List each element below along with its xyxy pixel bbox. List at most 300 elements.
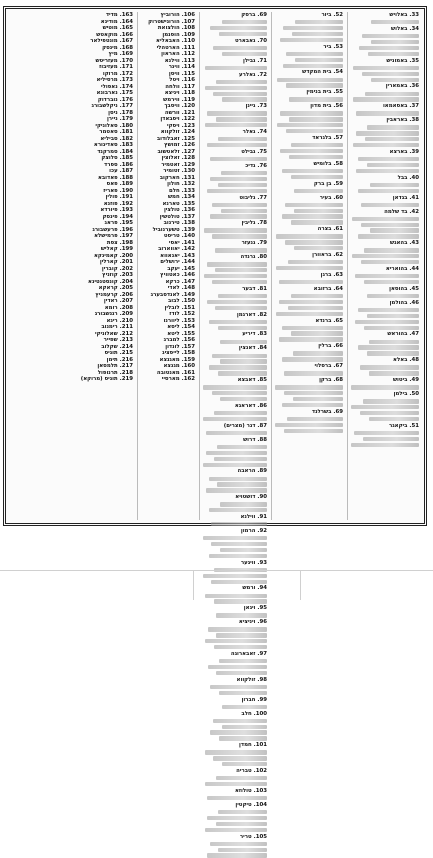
entry-headword: לבוב xyxy=(167,298,180,304)
entry-number: 166. xyxy=(119,31,133,38)
text-line xyxy=(211,580,267,584)
text-line xyxy=(288,306,343,310)
entry-number: 154. xyxy=(181,324,195,330)
index-entry xyxy=(350,286,419,293)
entry-headword: ברזובא xyxy=(313,285,332,292)
entry-headword: ויסקי xyxy=(167,122,180,129)
text-line xyxy=(215,268,267,272)
text-line xyxy=(280,149,343,153)
text-line xyxy=(291,331,343,335)
text-line xyxy=(209,508,268,512)
entry-headword: דאנצין xyxy=(238,345,256,352)
entry-number: 207. xyxy=(119,298,133,304)
text-line xyxy=(277,123,343,127)
index-entry xyxy=(202,254,267,261)
index-entry xyxy=(350,175,419,182)
entry-headword: זולקווא xyxy=(236,676,256,683)
entry-number: 60. xyxy=(333,194,343,201)
entry-number: 170. xyxy=(119,57,133,64)
text-line xyxy=(212,234,267,238)
text-line xyxy=(289,97,344,101)
scan-line-vertical-1 xyxy=(193,570,194,600)
entry-headword: גנעזר xyxy=(241,240,256,247)
text-line xyxy=(362,72,419,76)
entry-headword: ווינר xyxy=(168,64,180,70)
text-line xyxy=(361,223,419,227)
entry-number: 73. xyxy=(257,103,267,110)
entry-headword: בשרלנד xyxy=(311,408,332,415)
entry-number: 72. xyxy=(257,71,267,78)
entry-headword: בהואריא xyxy=(385,265,408,272)
entry-headword: ויגאן xyxy=(243,605,256,612)
entry-number: 39. xyxy=(409,148,419,155)
text-line xyxy=(212,280,267,284)
text-line xyxy=(203,463,267,467)
text-line xyxy=(211,542,267,546)
entry-number: 174. xyxy=(119,83,133,90)
entry-headword: ריגא xyxy=(106,317,118,324)
entry-headword: באסאמאו xyxy=(382,103,408,110)
entry-number: 160. xyxy=(181,363,195,369)
entry-headword: דיריע xyxy=(242,331,256,338)
entry-headword: רימנוב xyxy=(101,324,118,330)
entry-headword: ביור xyxy=(321,12,332,18)
index-entry xyxy=(274,44,343,51)
text-line xyxy=(210,26,267,30)
entry-headword: טיקטין xyxy=(235,801,252,808)
entry-number: 118. xyxy=(181,90,195,96)
entry-number: 69. xyxy=(257,12,267,18)
entry-number: 131. xyxy=(181,174,195,181)
entry-headword: תלמסאן xyxy=(97,363,118,369)
entry-number: 85. xyxy=(257,377,267,384)
entry-headword: ברסק xyxy=(241,12,256,18)
entry-number: 82. xyxy=(257,311,267,318)
entry-headword: חמש xyxy=(167,194,180,200)
text-line xyxy=(218,294,267,298)
text-line xyxy=(220,548,267,552)
text-line xyxy=(356,111,419,115)
text-line xyxy=(208,627,267,631)
text-line xyxy=(291,175,343,179)
entry-headword: פאדובא xyxy=(97,174,118,181)
entry-number: 189. xyxy=(119,181,133,187)
index-entry xyxy=(350,377,419,384)
entry-headword: יאסי xyxy=(168,239,180,246)
text-line xyxy=(292,32,343,36)
text-line xyxy=(277,78,343,82)
entry-headword: חלם xyxy=(168,187,180,194)
entry-number: 96. xyxy=(257,619,267,626)
entry-headword: דגר (מצרים) xyxy=(223,422,256,429)
entry-headword: פאס xyxy=(106,181,118,187)
entry-headword: טולצין xyxy=(163,207,180,213)
entry-number: 63. xyxy=(333,271,343,278)
entry-headword: באמוניש xyxy=(386,57,408,64)
text-line xyxy=(359,46,419,50)
index-entry xyxy=(202,403,267,410)
entry-number: 151. xyxy=(181,304,195,311)
entry-headword: מדיד xyxy=(105,12,118,18)
text-line xyxy=(286,52,343,56)
entry-headword: בית בנימין xyxy=(306,89,332,96)
entry-headword: גליבין xyxy=(241,220,256,227)
entry-headword: טולטשין xyxy=(159,213,180,220)
entry-headword: הרמון xyxy=(240,528,256,535)
entry-number: 127. xyxy=(181,148,195,155)
entry-number: 148. xyxy=(181,285,195,291)
text-line xyxy=(351,405,419,409)
entry-headword: סאטמר xyxy=(99,129,118,135)
index-entry xyxy=(350,357,419,364)
text-line xyxy=(358,234,419,238)
text-line xyxy=(216,613,267,617)
entry-headword: לונדון xyxy=(165,343,180,350)
index-entry xyxy=(202,195,267,202)
entry-headword: תוניס (מרוקא) xyxy=(80,376,118,382)
text-line xyxy=(291,294,343,298)
entry-number: 112. xyxy=(181,51,195,57)
entry-headword: הופנמן xyxy=(162,31,180,38)
entry-number: 137. xyxy=(181,213,195,220)
entry-number: 188. xyxy=(119,174,133,181)
entry-number: 52. xyxy=(333,12,343,18)
entry-number: 50. xyxy=(409,391,419,398)
text-line xyxy=(212,203,267,207)
text-line xyxy=(288,260,343,264)
index-entry xyxy=(274,135,343,142)
text-line xyxy=(203,385,267,389)
entry-number: 33. xyxy=(409,12,419,18)
text-line xyxy=(275,423,343,427)
entry-number: 167. xyxy=(119,38,133,44)
index-entry xyxy=(202,58,267,65)
index-entry xyxy=(274,181,343,188)
entry-headword: ויניצא xyxy=(164,90,180,96)
entry-number: 48. xyxy=(409,357,419,364)
text-line xyxy=(219,32,267,36)
column-5 xyxy=(69,12,135,520)
text-line xyxy=(218,326,267,330)
entry-headword: הראבה xyxy=(237,468,256,475)
text-line xyxy=(370,183,419,187)
text-line xyxy=(370,228,419,232)
index-entry xyxy=(202,149,267,156)
text-line xyxy=(219,659,267,663)
entry-headword: רומא xyxy=(104,304,118,311)
entry-number: 110. xyxy=(181,38,195,44)
entry-number: 105. xyxy=(253,833,267,840)
entry-number: 169. xyxy=(119,51,133,57)
entry-headword: דרוש xyxy=(243,436,256,443)
entry-number: 172. xyxy=(119,70,133,77)
entry-headword: סלוצק xyxy=(101,155,118,161)
index-entry xyxy=(350,240,419,247)
entry-number: 117. xyxy=(181,83,195,90)
entry-headword: קראקא xyxy=(98,285,118,291)
entry-headword: זולקווא xyxy=(160,129,180,135)
text-line xyxy=(212,391,267,395)
text-line xyxy=(207,189,267,193)
entry-number: 62. xyxy=(333,251,343,258)
entry-number: 47. xyxy=(409,331,419,338)
text-line xyxy=(286,83,343,87)
index-entry xyxy=(202,240,267,247)
entry-headword: תימן xyxy=(106,356,118,363)
entry-number: 113. xyxy=(181,57,195,64)
entry-number: 152. xyxy=(181,311,195,317)
entry-headword: קאליש xyxy=(100,246,118,252)
entry-headword: פרמישלא xyxy=(94,233,118,239)
entry-number: 175. xyxy=(119,90,133,96)
entry-headword: פוזנא xyxy=(103,200,118,207)
entry-headword: למברג xyxy=(163,337,180,343)
entry-headword: קונסטנטינא xyxy=(88,278,118,285)
entry-headword: ניסן xyxy=(108,109,118,116)
column-3 xyxy=(199,12,269,840)
text-line xyxy=(365,137,420,141)
entry-headword: הורוביץ xyxy=(160,12,180,18)
entry-number: 180. xyxy=(119,122,133,129)
entry-number: 133. xyxy=(181,187,195,194)
text-line xyxy=(351,385,419,389)
entry-number: 45. xyxy=(409,285,419,292)
entry-headword: שפייר xyxy=(103,337,118,343)
entry-headword: ראדין xyxy=(103,298,118,304)
text-line xyxy=(222,52,268,56)
text-line xyxy=(284,391,343,395)
entry-headword: ספרד xyxy=(104,161,118,168)
entry-number: 69. xyxy=(333,408,343,415)
entry-number: 134. xyxy=(181,194,195,200)
entry-number: 93. xyxy=(257,559,267,566)
text-line xyxy=(367,294,419,298)
text-line xyxy=(216,117,267,121)
entry-headword: עכו xyxy=(109,168,118,174)
entry-number: 57. xyxy=(333,134,343,141)
entry-number: 107. xyxy=(181,18,195,25)
entry-headword: סאלוניקי xyxy=(95,122,118,129)
entry-headword: גאלרע xyxy=(238,71,256,78)
entry-number: 185. xyxy=(119,155,133,161)
index-entry xyxy=(350,331,419,338)
index-entry xyxy=(202,768,267,775)
entry-number: 140. xyxy=(181,233,195,239)
entry-headword: בלגראד xyxy=(312,134,332,141)
entry-headword: ביטוש xyxy=(392,377,408,384)
entry-number: 66. xyxy=(333,343,343,350)
text-line xyxy=(221,209,267,213)
entry-headword: קארלין xyxy=(99,259,118,265)
entry-number: 199. xyxy=(119,246,133,252)
text-line xyxy=(360,411,419,415)
text-line xyxy=(219,691,267,695)
text-line xyxy=(276,234,343,238)
entry-number: 149. xyxy=(181,291,195,298)
entry-headword: סמרקנד xyxy=(97,148,118,155)
index-entry xyxy=(202,220,267,227)
index-entry xyxy=(140,376,195,383)
entry-number: 38. xyxy=(409,117,419,124)
entry-number: 159. xyxy=(181,356,195,363)
entry-number: 100. xyxy=(253,710,267,717)
index-entry xyxy=(350,12,419,19)
entry-number: 99. xyxy=(257,696,267,703)
index-entry xyxy=(350,209,419,216)
entry-headword: דאבצא xyxy=(237,377,256,384)
index-entry xyxy=(202,677,267,684)
entry-headword: גרנדה xyxy=(240,254,256,261)
entry-number: 206. xyxy=(119,291,133,298)
entry-headword: צפת xyxy=(106,239,118,246)
text-line xyxy=(371,20,419,24)
text-line xyxy=(358,157,419,161)
entry-number: 187. xyxy=(119,168,133,174)
entry-number: 111. xyxy=(181,44,195,51)
entry-number: 36. xyxy=(409,83,419,90)
entry-headword: ברקן xyxy=(319,377,332,384)
text-line xyxy=(293,397,343,401)
entry-headword: מגנצא xyxy=(163,363,180,369)
entry-number: 65. xyxy=(333,317,343,324)
text-line xyxy=(217,482,267,486)
text-line xyxy=(276,266,343,270)
entry-headword: מאנטובה xyxy=(156,369,180,376)
text-line xyxy=(213,92,267,96)
entry-number: 130. xyxy=(181,168,195,174)
index-entry xyxy=(274,103,343,110)
entry-number: 49. xyxy=(409,377,419,384)
entry-headword: פרעשבורג xyxy=(92,226,118,233)
entry-number: 74. xyxy=(257,129,267,136)
text-line xyxy=(369,417,419,421)
entry-number: 191. xyxy=(119,194,133,200)
text-line xyxy=(211,522,267,526)
entry-headword: גבילן xyxy=(243,57,256,64)
entry-number: 108. xyxy=(181,25,195,31)
entry-headword: חולון xyxy=(167,181,180,187)
entry-number: 171. xyxy=(119,64,133,70)
entry-number: 90. xyxy=(257,494,267,501)
entry-number: 51. xyxy=(409,422,419,429)
entry-number: 215. xyxy=(119,350,133,356)
text-line xyxy=(213,719,267,723)
entry-headword: וולחה xyxy=(165,83,180,90)
text-line xyxy=(205,66,267,70)
text-line xyxy=(294,189,343,193)
text-line xyxy=(358,189,419,193)
entry-headword: ליוורנו xyxy=(163,317,180,324)
index-entry xyxy=(350,83,419,90)
text-line xyxy=(356,131,419,135)
text-line xyxy=(289,155,344,159)
entry-number: 126. xyxy=(181,142,195,148)
entry-number: 41. xyxy=(409,194,419,201)
text-line xyxy=(361,203,419,207)
text-line xyxy=(203,417,267,421)
entry-headword: ירושלים xyxy=(160,259,180,265)
entry-headword: שקלוב xyxy=(101,343,118,350)
text-line xyxy=(361,260,419,264)
entry-number: 122. xyxy=(181,116,195,122)
entry-number: 176. xyxy=(119,96,133,103)
entry-number: 46. xyxy=(409,299,419,306)
entry-number: 95. xyxy=(257,605,267,612)
text-line xyxy=(205,639,267,643)
entry-headword: מודינא xyxy=(100,18,118,25)
entry-headword: רגנשבורג xyxy=(94,311,118,317)
entry-number: 70. xyxy=(257,37,267,44)
text-line xyxy=(282,357,343,361)
entry-headword: ווילנא xyxy=(164,57,180,64)
index-entry xyxy=(202,163,267,170)
entry-number: 161. xyxy=(181,369,195,376)
entry-headword: ביקאגר xyxy=(388,422,408,429)
entry-number: 64. xyxy=(333,285,343,292)
index-entry xyxy=(274,12,343,19)
column-1 xyxy=(347,12,421,520)
index-entry xyxy=(202,834,267,841)
text-line xyxy=(353,97,419,101)
entry-headword: גאלר xyxy=(242,129,256,136)
entry-number: 67. xyxy=(333,363,343,370)
text-line xyxy=(294,209,343,213)
entry-headword: שאלוניקי xyxy=(94,330,118,337)
text-line xyxy=(358,345,419,349)
text-line xyxy=(212,354,267,358)
entry-headword: ליסא xyxy=(167,324,180,330)
column-2 xyxy=(271,12,345,520)
entry-headword: ווירמש xyxy=(163,96,180,103)
text-line xyxy=(207,262,267,266)
text-line xyxy=(356,169,419,173)
entry-number: 55. xyxy=(333,89,343,96)
entry-number: 79. xyxy=(257,240,267,247)
entry-headword: חארקוב xyxy=(159,174,180,181)
entry-headword: זלאטשוב xyxy=(157,148,180,155)
entry-number: 71. xyxy=(257,57,267,64)
entry-number: 116. xyxy=(181,77,195,83)
index-entry xyxy=(274,161,343,168)
entry-headword: לודז xyxy=(169,311,180,317)
text-line xyxy=(205,828,267,832)
entry-number: 193. xyxy=(119,207,133,213)
index-entry xyxy=(71,376,133,383)
entry-number: 164. xyxy=(119,18,133,25)
text-line xyxy=(364,326,419,330)
text-line xyxy=(207,796,267,800)
entry-headword: קוברין xyxy=(101,265,118,272)
entry-number: 165. xyxy=(119,25,133,31)
entry-headword: בילמן xyxy=(393,391,408,398)
index-entry xyxy=(274,195,343,202)
entry-number: 211. xyxy=(119,324,133,330)
entry-headword: בבל xyxy=(397,174,408,181)
entry-number: 218. xyxy=(119,369,133,376)
entry-headword: כאטוויץ xyxy=(160,272,180,278)
text-line xyxy=(284,429,343,433)
entry-number: 56. xyxy=(333,103,343,110)
entry-headword: האראון xyxy=(161,51,180,57)
entry-number: 77. xyxy=(257,194,267,201)
entry-number: 115. xyxy=(181,70,195,77)
text-line xyxy=(218,183,267,187)
text-line xyxy=(207,853,267,857)
entry-number: 144. xyxy=(181,259,195,265)
entry-headword: בעיר xyxy=(319,194,332,201)
text-line xyxy=(214,599,267,603)
text-line xyxy=(213,756,267,760)
